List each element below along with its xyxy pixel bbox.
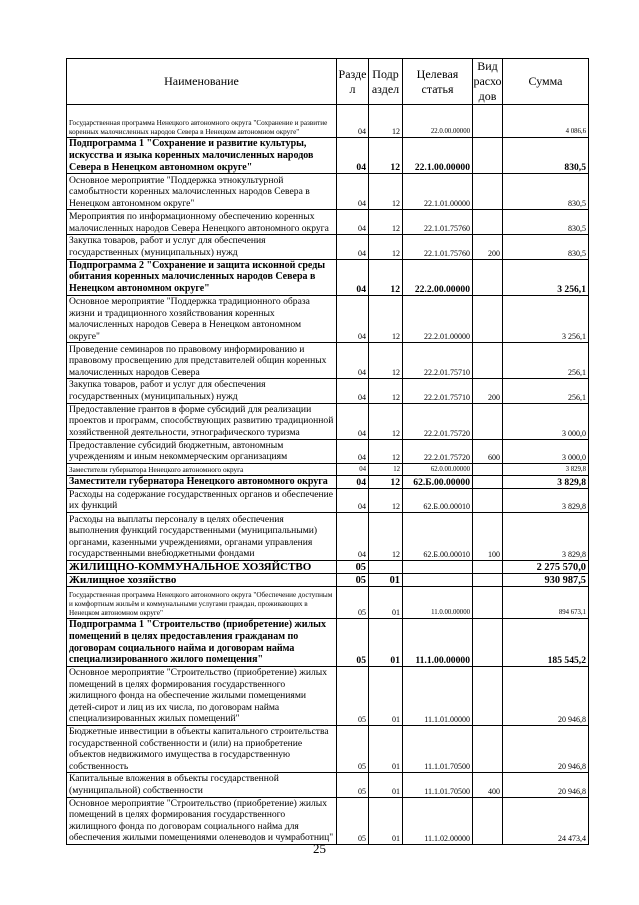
row-target: 22.1.01.75760 — [403, 210, 473, 235]
row-subsection: 12 — [369, 259, 403, 295]
row-section: 05 — [337, 618, 369, 666]
table-row — [67, 210, 589, 235]
row-name: ЖИЛИЩНО-КОММУНАЛЬНОЕ ХОЗЯЙСТВО — [67, 560, 337, 573]
row-expense-type — [473, 618, 503, 666]
header-target: Целевая статья — [403, 59, 473, 105]
row-name: Закупка товаров, работ и услуг для обеспечения государственных (муниципальных) нужд — [67, 235, 337, 259]
row-subsection: 12 — [369, 439, 403, 463]
row-amount: 3 256,1 — [503, 259, 589, 295]
row-expense-type — [473, 475, 503, 488]
row-section: 05 — [337, 797, 369, 844]
row-section: 05 — [337, 560, 369, 573]
row-amount: 3 000,0 — [503, 403, 589, 439]
row-amount: 3 829,8 — [503, 488, 589, 512]
row-amount: 830,5 — [503, 174, 589, 210]
row-name: Подпрограмма 1 "Строительство (приобретение) жилых помещений в целях предоставления гражданам по договорам социального найма и договорам найма специализированного жилого помещения" — [67, 618, 337, 666]
table-row — [67, 726, 589, 773]
row-expense-type — [473, 105, 503, 138]
table-row — [67, 379, 589, 403]
row-amount: 3 829,8 — [503, 475, 589, 488]
row-expense-type: 400 — [473, 773, 503, 797]
row-expense-type — [473, 403, 503, 439]
row-subsection — [369, 560, 403, 573]
page-number: 25 — [313, 841, 326, 856]
row-expense-type — [473, 573, 503, 586]
row-subsection: 01 — [369, 573, 403, 586]
table-row — [67, 488, 589, 512]
row-amount: 4 086,6 — [503, 105, 589, 138]
row-amount: 3 000,0 — [503, 439, 589, 463]
table-row — [67, 475, 589, 488]
row-name: Жилищное хозяйство — [67, 573, 337, 586]
row-section: 04 — [337, 463, 369, 475]
table-row — [67, 259, 589, 295]
row-section: 04 — [337, 295, 369, 342]
row-expense-type — [473, 295, 503, 342]
row-expense-type — [473, 726, 503, 773]
row-target: 22.2.01.75710 — [403, 343, 473, 379]
row-section: 05 — [337, 667, 369, 726]
row-amount: 2 275 570,0 — [503, 560, 589, 573]
row-expense-type — [473, 586, 503, 618]
row-amount: 20 946,8 — [503, 726, 589, 773]
row-subsection: 12 — [369, 174, 403, 210]
table-row — [67, 773, 589, 797]
row-target — [403, 573, 473, 586]
table-row — [67, 667, 589, 726]
row-name: Расходы на содержание государственных органов и обеспечение их функций — [67, 488, 337, 512]
header-amount: Сумма — [503, 59, 589, 105]
row-subsection: 12 — [369, 138, 403, 174]
row-target: 22.2.01.75720 — [403, 439, 473, 463]
row-subsection: 12 — [369, 343, 403, 379]
row-expense-type — [473, 560, 503, 573]
row-subsection: 12 — [369, 512, 403, 560]
row-section: 04 — [337, 174, 369, 210]
row-name: Основное мероприятие "Поддержка этнокультурной самобытности коренных малочисленных народов Севера в Ненецком автономном округе" — [67, 174, 337, 210]
row-target: 11.1.00.00000 — [403, 618, 473, 666]
table-row — [67, 235, 589, 259]
table-row — [67, 560, 589, 573]
row-target: 11.0.00.00000 — [403, 586, 473, 618]
row-name: Государственная программа Ненецкого автономного округа "Обеспечение доступным и комфортным жильём и коммунальными услугами граждан, проживающих в Ненецком автономном округе" — [67, 586, 337, 618]
table-row — [67, 573, 589, 586]
row-section: 04 — [337, 403, 369, 439]
row-target — [403, 560, 473, 573]
row-target: 62.Б.00.00000 — [403, 475, 473, 488]
row-name: Подпрограмма 1 "Сохранение и развитие культуры, искусства и языка коренных малочисленных народов Севера в Ненецком автономном округе" — [67, 138, 337, 174]
row-subsection: 01 — [369, 586, 403, 618]
row-amount: 830,5 — [503, 210, 589, 235]
row-section: 04 — [337, 105, 369, 138]
table-header-row — [67, 59, 589, 105]
row-name: Заместители губернатора Ненецкого автономного округа — [67, 463, 337, 475]
budget-table — [66, 58, 589, 845]
row-target: 22.2.01.75720 — [403, 403, 473, 439]
table-row — [67, 512, 589, 560]
row-amount: 24 473,4 — [503, 797, 589, 844]
row-section: 04 — [337, 235, 369, 259]
row-amount: 830,5 — [503, 235, 589, 259]
row-name: Государственная программа Ненецкого автономного округа "Сохранение и развитие коренных малочисленных народов Севера в Ненецком автономном округе" — [67, 105, 337, 138]
row-target: 22.1.00.00000 — [403, 138, 473, 174]
row-target: 11.1.01.70500 — [403, 773, 473, 797]
row-target: 22.2.01.75710 — [403, 379, 473, 403]
row-subsection: 01 — [369, 797, 403, 844]
row-subsection: 12 — [369, 295, 403, 342]
row-target: 11.1.01.70500 — [403, 726, 473, 773]
row-amount: 20 946,8 — [503, 667, 589, 726]
row-subsection: 12 — [369, 235, 403, 259]
row-name: Предоставление субсидий бюджетным, автономным учреждениям и иным некоммерческим организациям — [67, 439, 337, 463]
header-expense-type: Вид расхо дов — [473, 59, 502, 103]
row-section: 04 — [337, 343, 369, 379]
row-target: 22.1.01.75760 — [403, 235, 473, 259]
row-amount: 3 829,8 — [503, 463, 589, 475]
row-section: 04 — [337, 259, 369, 295]
row-expense-type: 200 — [473, 235, 503, 259]
row-expense-type — [473, 488, 503, 512]
table-row — [67, 105, 589, 138]
row-subsection: 01 — [369, 726, 403, 773]
row-amount: 185 545,2 — [503, 618, 589, 666]
row-section: 05 — [337, 573, 369, 586]
table-row — [67, 797, 589, 844]
table-row — [67, 403, 589, 439]
header-subsection: Подр аздел — [369, 59, 403, 105]
table-row — [67, 343, 589, 379]
row-name: Бюджетные инвестиции в объекты капитального строительства государственной собственности и (или) на приобретение объектов недвижимого имущества в государственную собственность — [67, 726, 337, 773]
row-expense-type: 200 — [473, 379, 503, 403]
row-section: 05 — [337, 726, 369, 773]
row-target: 62.0.00.00000 — [403, 463, 473, 475]
row-subsection: 12 — [369, 403, 403, 439]
table-row — [67, 439, 589, 463]
header-name: Наименование — [67, 59, 337, 105]
row-subsection: 12 — [369, 488, 403, 512]
row-section: 04 — [337, 138, 369, 174]
row-expense-type — [473, 138, 503, 174]
row-name: Проведение семинаров по правовому информированию и правовому просвещению для представителей общин коренных малочисленных народов Севера — [67, 343, 337, 379]
row-section: 04 — [337, 210, 369, 235]
table-row — [67, 618, 589, 666]
row-target: 11.1.02.00000 — [403, 797, 473, 844]
row-amount: 256,1 — [503, 379, 589, 403]
row-expense-type — [473, 174, 503, 210]
row-amount: 930 987,5 — [503, 573, 589, 586]
table-row — [67, 138, 589, 174]
header-section: Разде л — [337, 59, 369, 105]
table-row — [67, 174, 589, 210]
row-target: 22.0.00.00000 — [403, 105, 473, 138]
row-amount: 894 673,1 — [503, 586, 589, 618]
row-amount: 3 256,1 — [503, 295, 589, 342]
row-subsection: 12 — [369, 105, 403, 138]
row-target: 11.1.01.00000 — [403, 667, 473, 726]
row-target: 22.2.01.00000 — [403, 295, 473, 342]
row-expense-type — [473, 797, 503, 844]
row-subsection: 12 — [369, 475, 403, 488]
row-subsection: 01 — [369, 618, 403, 666]
row-name: Предоставление грантов в форме субсидий для реализации проектов и программ, способствующих развитию традиционной хозяйственной деятельности, этнографического туризма — [67, 403, 337, 439]
row-name: Капитальные вложения в объекты государственной (муниципальной) собственности — [67, 773, 337, 797]
row-expense-type — [473, 667, 503, 726]
row-expense-type — [473, 210, 503, 235]
row-name: Закупка товаров, работ и услуг для обеспечения государственных (муниципальных) нужд — [67, 379, 337, 403]
row-amount: 256,1 — [503, 343, 589, 379]
row-name: Подпрограмма 2 "Сохранение и защита исконной среды обитания коренных малочисленных народов Севера в Ненецком автономном округе" — [67, 259, 337, 295]
row-target: 62.Б.00.00010 — [403, 512, 473, 560]
row-section: 05 — [337, 586, 369, 618]
row-subsection: 12 — [369, 463, 403, 475]
row-expense-type — [473, 259, 503, 295]
row-section: 04 — [337, 475, 369, 488]
table-row — [67, 295, 589, 342]
row-expense-type: 100 — [473, 512, 503, 560]
row-expense-type: 600 — [473, 439, 503, 463]
row-name: Основное мероприятие "Поддержка традиционного образа жизни и традиционного хозяйствования коренных малочисленных народов Севера в Ненецком автономном округе" — [67, 295, 337, 342]
table-row — [67, 463, 589, 475]
row-amount: 20 946,8 — [503, 773, 589, 797]
row-target: 62.Б.00.00010 — [403, 488, 473, 512]
row-name: Мероприятия по информационному обеспечению коренных малочисленных народов Севера Ненецкого автономного округа — [67, 210, 337, 235]
row-target: 22.2.00.00000 — [403, 259, 473, 295]
row-expense-type — [473, 343, 503, 379]
row-target: 22.1.01.00000 — [403, 174, 473, 210]
row-subsection: 12 — [369, 210, 403, 235]
row-name: Заместители губернатора Ненецкого автономного округа — [67, 475, 337, 488]
row-section: 04 — [337, 439, 369, 463]
row-subsection: 01 — [369, 773, 403, 797]
row-section: 05 — [337, 773, 369, 797]
row-name: Расходы на выплаты персоналу в целях обеспечения выполнения функций государственными (муниципальными) органами, казенными учреждениями, органами управления государственными внебюджетными фондами — [67, 512, 337, 560]
row-subsection: 12 — [369, 379, 403, 403]
row-expense-type — [473, 463, 503, 475]
row-section: 04 — [337, 379, 369, 403]
row-subsection: 01 — [369, 667, 403, 726]
row-section: 04 — [337, 488, 369, 512]
row-amount: 3 829,8 — [503, 512, 589, 560]
row-name: Основное мероприятие "Строительство (приобретение) жилых помещений в целях формирования государственного жилищного фонда на обеспечение жилыми помещениями детей-сирот и лиц из их числа, по договорам найма специализированных жилых помещений" — [67, 667, 337, 726]
row-section: 04 — [337, 512, 369, 560]
table-row — [67, 586, 589, 618]
row-amount: 830,5 — [503, 138, 589, 174]
row-name: Основное мероприятие "Строительство (приобретение) жилых помещений в целях формирования государственного жилищного фонда по договорам социального найма для обеспечения жилыми помещениями оленеводов и чумработниц" — [67, 797, 337, 844]
